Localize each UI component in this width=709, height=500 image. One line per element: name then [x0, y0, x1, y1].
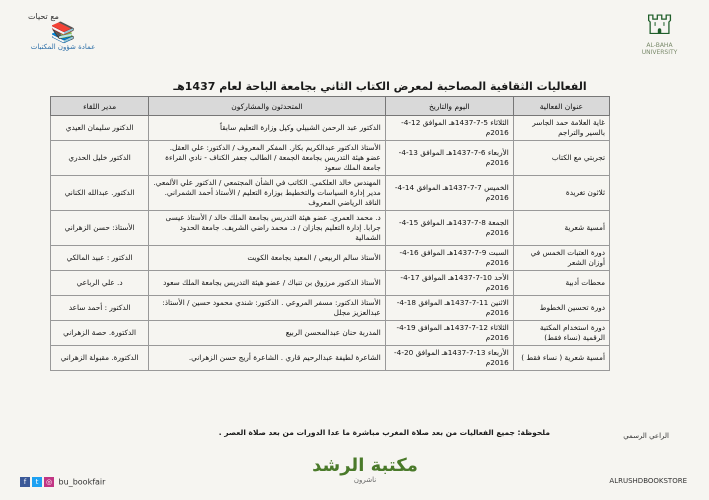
- events-table: [50, 96, 610, 371]
- with-thanks-text: مع تحيات: [28, 12, 59, 21]
- moderator-cell: الدكتور : أحمد ساعد: [51, 296, 149, 321]
- speakers-cell: الدكتور عبد الرحمن الشبيلي وكيل وزارة التعليم سابقاً: [149, 116, 386, 141]
- day-date-cell: الاثنين 11-7-1437هـ الموافق 18-4-2016م: [385, 296, 513, 321]
- footer: [0, 455, 709, 500]
- event-title-cell: أمسية شعرية: [513, 211, 609, 246]
- moderator-cell: الدكتورة. مقبولة الزهراني: [51, 346, 149, 371]
- store-name: مكتبة الرشد: [312, 455, 418, 476]
- day-date-cell: الثلاثاء 12-7-1437هـ الموافق 19-4-2016م: [385, 321, 513, 346]
- official-sponsor-label: الراعي الرسمي: [623, 432, 669, 440]
- table-row: [51, 246, 610, 271]
- note-text: ملحوظة: جميع الفعاليات من بعد صلاة المغرب مباشرة ما عدا الدورات من بعد صلاة العصر .: [218, 428, 550, 437]
- speakers-cell: الأستاذ الدكتور: مسفر المروعي . الدكتور: شندي محمود حسين / الأستاذ: عبدالعزيز مجلل: [149, 296, 386, 321]
- table-row: [51, 141, 610, 176]
- speakers-cell: المدربة حنان عبدالمحسن الربيع: [149, 321, 386, 346]
- dept-name: عمادة شؤون المكتبات: [30, 43, 96, 51]
- moderator-cell: الدكتور : عبيد المالكي: [51, 246, 149, 271]
- social-handle: bu_bookfair: [58, 477, 106, 487]
- moderator-cell: الدكتور سليمان العيدي: [51, 116, 149, 141]
- speakers-cell: الشاعرة لطيفة عبدالرحيم قاري . الشاعرة أريج حسن الزهراني.: [149, 346, 386, 371]
- facebook-icon: f: [20, 477, 30, 487]
- table-row: [51, 116, 610, 141]
- moderator-cell: الأستاذ: حسن الزهراني: [51, 211, 149, 246]
- header-day-date: اليوم والتاريخ: [385, 97, 513, 116]
- day-date-cell: الأحد 10-7-1437هـ الموافق 17-4-2016م: [385, 271, 513, 296]
- instagram-icon: ◎: [45, 478, 53, 486]
- event-title-cell: غاية العلامة حمد الجاسر بالسير والتراجم: [513, 116, 609, 141]
- speakers-cell: د. محمد العمري. عضو هيئة التدريس بجامعة الملك خالد / الأستاذ عيسى جرابا. إدارة التعليم بجازان / د. محمد راضي الشريف. جامعة الحدود الشمالية: [149, 211, 386, 246]
- twitter-icon: t: [32, 477, 42, 487]
- moderator-cell: الدكتور خليل الحدري: [51, 141, 149, 176]
- speakers-cell: الأستاذ الدكتور عبدالكريم بكار. المفكر المعروف / الدكتور: علي العقل. عضو هيئة التدريس بجامعة الجمعة / الطالب جعفر الكناف - نادي القراءة جامعة الملك سعود: [149, 141, 386, 176]
- table-row: [51, 296, 610, 321]
- table-row: [51, 321, 610, 346]
- table-row: [51, 176, 610, 211]
- event-title-cell: أمسية شعرية ( نساء فقط ): [513, 346, 609, 371]
- event-title-cell: محطات أدبية: [513, 271, 609, 296]
- social-handles: [20, 477, 105, 487]
- event-title-cell: دورة تحسين الخطوط: [513, 296, 609, 321]
- university-name: AL-BAHA UNIVERSITY: [641, 42, 678, 56]
- library-deanship-logo: [28, 12, 98, 72]
- books-icon: 📚: [50, 20, 76, 44]
- store-instagram-handle: ALRUSHDBOOKSTORE: [609, 477, 687, 485]
- day-date-cell: الجمعة 8-7-1437هـ الموافق 15-4-2016م: [385, 211, 513, 246]
- day-date-cell: الخميس 7-7-1437هـ الموافق 14-4-2016م: [385, 176, 513, 211]
- table-row: [51, 211, 610, 246]
- event-title-cell: ثلاثون تغريدة: [513, 176, 609, 211]
- page-title: الفعاليات الثقافية المصاحبة لمعرض الكتاب الثاني بجامعة الباحة لعام 1437هـ: [173, 80, 587, 93]
- table-row: [51, 346, 610, 371]
- day-date-cell: الثلاثاء 5-7-1437هـ الموافق 12-4-2016م: [385, 116, 513, 141]
- event-title-cell: دورة استخدام المكتبة الرقمية (نساء فقط): [513, 321, 609, 346]
- table-row: [51, 271, 610, 296]
- university-emblem-icon: ⛫: [645, 7, 674, 42]
- header-event-title: عنوان الفعالية: [513, 97, 609, 116]
- header-moderator: مدير اللقاء: [51, 97, 149, 116]
- store-sub: ناشرون: [353, 476, 377, 484]
- day-date-cell: الأربعاء 6-7-1437هـ الموافق 13-4-2016م: [385, 141, 513, 176]
- university-logo: [632, 8, 687, 68]
- day-date-cell: السبت 9-7-1437هـ الموافق 16-4-2016م: [385, 246, 513, 271]
- event-title-cell: دورة العتبات الخمس في أوزان الشعر: [513, 246, 609, 271]
- speakers-cell: الأستاذ الدكتور مرزوق بن تنباك / عضو هيئة التدريس بجامعة الملك سعود: [149, 271, 386, 296]
- table-header-row: [51, 97, 610, 116]
- store-logo: [300, 455, 430, 495]
- speakers-cell: المهندس خالد العلكمي. الكاتب في الشأن المجتمعي / الدكتور علي الألمعي. مدير إدارة السياسات والتخطيط بوزارة التعليم / الأستاذ أحمد الشمراني. الناقد الرياضي المعروف: [149, 176, 386, 211]
- header: [0, 0, 709, 80]
- event-title-cell: تجربتي مع الكتاب: [513, 141, 609, 176]
- day-date-cell: الأربعاء 13-7-1437هـ الموافق 20-4-2016م: [385, 346, 513, 371]
- moderator-cell: الدكتور. عبدالله الكناني: [51, 176, 149, 211]
- header-speakers: المتحدثون والمشاركون: [149, 97, 386, 116]
- speakers-cell: الأستاذ سالم الربيعي / المعيد بجامعة الكويت: [149, 246, 386, 271]
- moderator-cell: الدكتورة. حصة الزهراني: [51, 321, 149, 346]
- moderator-cell: د. علي الرباعي: [51, 271, 149, 296]
